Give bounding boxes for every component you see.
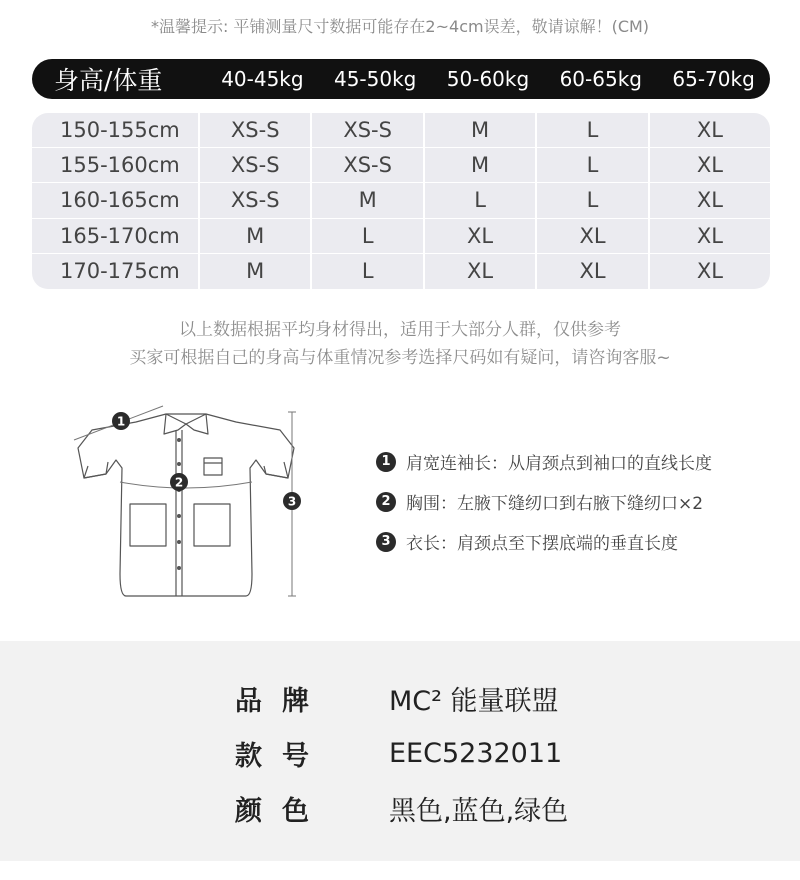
brand-row xyxy=(235,679,559,718)
size-table xyxy=(32,113,770,289)
size-cell: L xyxy=(423,183,535,217)
size-cell: XS-S xyxy=(198,113,310,147)
legend-item-shoulder-sleeve xyxy=(376,449,712,474)
size-cell: M xyxy=(198,219,310,253)
size-cell: M xyxy=(310,183,422,217)
size-cell: L xyxy=(310,219,422,253)
size-cell: XS-S xyxy=(310,113,422,147)
brand-value: MC² 能量联盟 xyxy=(389,686,559,717)
size-cell: XL xyxy=(423,219,535,253)
size-cell: XS-S xyxy=(198,183,310,217)
size-cell: XL xyxy=(648,254,770,289)
size-cell: XL xyxy=(648,148,770,182)
number-2-icon: 2 xyxy=(376,492,396,512)
style-number-label: 款号 xyxy=(235,741,329,772)
size-cell: L xyxy=(535,113,647,147)
legend-text: 胸围：左腋下缝纫口到右腋下缝纫口×2 xyxy=(406,494,704,514)
size-cell: XL xyxy=(535,219,647,253)
color-label: 颜色 xyxy=(235,796,329,827)
size-table-header xyxy=(32,59,770,99)
height-cell: 155-160cm xyxy=(60,153,180,178)
marker-2-icon xyxy=(170,473,188,491)
legend-item-chest xyxy=(376,489,703,514)
size-cell: XS-S xyxy=(310,148,422,182)
weight-header: 60-65kg xyxy=(559,67,642,91)
measurement-tip: *温馨提示: 平铺测量尺寸数据可能存在2~4cm误差，敬请谅解！(CM) xyxy=(150,17,650,36)
svg-text:3: 3 xyxy=(287,494,297,509)
color-value: 黑色,蓝色,绿色 xyxy=(389,796,569,827)
height-cell: 165-170cm xyxy=(60,223,180,248)
height-cell: 150-155cm xyxy=(60,118,180,143)
legend-item-length xyxy=(376,529,678,554)
table-row xyxy=(32,148,770,183)
weight-header: 45-50kg xyxy=(333,67,417,91)
note-line-1: 以上数据根据平均身材得出，适用于大部分人群，仅供参考 xyxy=(179,320,621,340)
color-row xyxy=(235,789,568,828)
marker-1-icon xyxy=(112,412,130,430)
size-cell: XS-S xyxy=(198,148,310,182)
table-row xyxy=(32,254,770,289)
height-cell: 160-165cm xyxy=(60,188,180,213)
table-row xyxy=(32,113,770,148)
size-cell: XL xyxy=(648,113,770,147)
weight-header: 50-60kg xyxy=(446,67,530,91)
table-row xyxy=(32,183,770,218)
style-number-row xyxy=(235,734,562,773)
svg-text:2: 2 xyxy=(174,475,184,490)
marker-3-icon xyxy=(283,492,301,510)
size-cell: XL xyxy=(423,254,535,289)
weight-header: 65-70kg xyxy=(672,67,755,91)
style-number-value: EEC5232011 xyxy=(389,738,563,769)
number-3-icon: 3 xyxy=(376,532,396,552)
weight-header: 40-45kg xyxy=(221,67,304,91)
size-cell: XL xyxy=(648,219,770,253)
size-cell: M xyxy=(423,113,535,147)
svg-text:1: 1 xyxy=(116,414,126,429)
number-1-icon: 1 xyxy=(376,452,396,472)
size-cell: L xyxy=(310,254,422,289)
table-row xyxy=(32,219,770,254)
height-cell: 170-175cm xyxy=(60,259,180,284)
brand-label: 品牌 xyxy=(235,686,329,717)
note-line-2: 买家可根据自己的身高与体重情况参考选择尺码如有疑问，请咨询客服~ xyxy=(129,348,671,368)
size-cell: L xyxy=(535,148,647,182)
size-cell: L xyxy=(535,183,647,217)
size-cell: XL xyxy=(535,254,647,289)
size-cell: M xyxy=(423,148,535,182)
legend-text: 衣长：肩颈点至下摆底端的垂直长度 xyxy=(406,534,678,554)
legend-text: 肩宽连袖长：从肩颈点到袖口的直线长度 xyxy=(406,454,712,474)
size-cell: M xyxy=(198,254,310,289)
corner-label: 身高/体重 xyxy=(54,66,163,95)
garment-measurement-diagram xyxy=(66,400,316,605)
size-cell: XL xyxy=(648,183,770,217)
